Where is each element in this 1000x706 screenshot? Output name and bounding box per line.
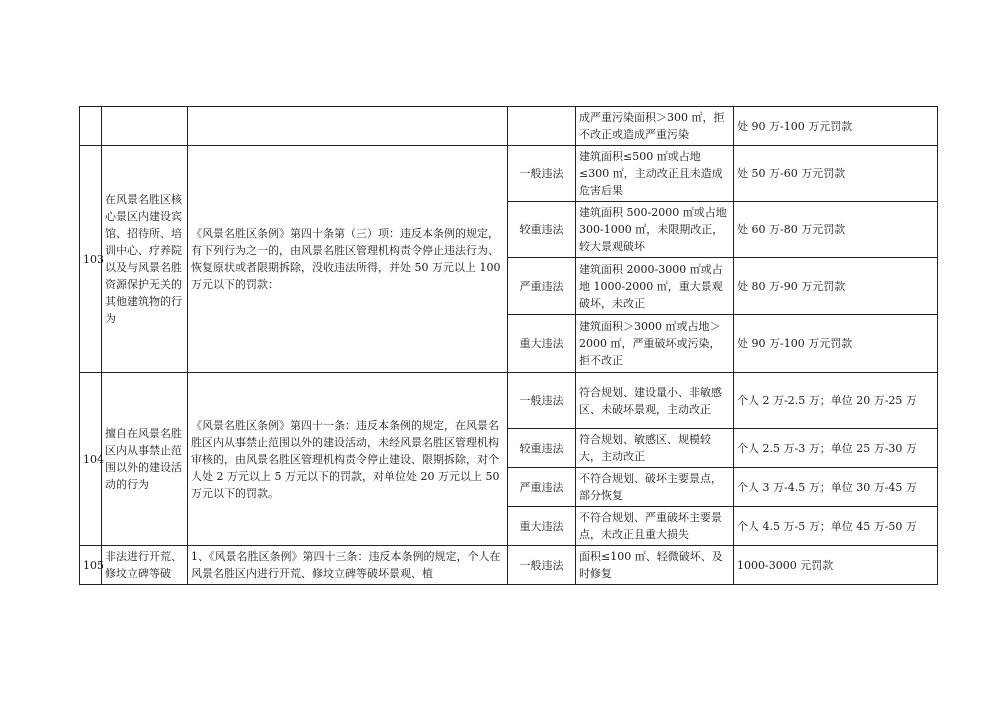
penalty-cell: 处 50 万-60 万元罚款 [734,146,938,202]
penalty-cell: 处 90 万-100 万元罚款 [734,315,938,373]
level-cell: 一般违法 [508,146,576,202]
penalty-cell: 个人 2.5 万-3 万；单位 25 万-30 万 [734,429,938,468]
level-cell: 严重违法 [508,468,576,507]
condition-cell: 成严重污染面积＞300 ㎡，拒不改正或造成严重污染 [576,107,734,146]
table-row [80,546,938,585]
condition-cell: 建筑面积 500-2000 ㎡或占地 300-1000 ㎡，未限期改正，较大景观破坏 [576,202,734,258]
behavior-cell: 非法进行开荒、修坟立碑等破 [102,546,188,585]
penalty-cell: 个人 4.5 万-5 万；单位 45 万-50 万 [734,507,938,546]
table-row-continued [80,107,938,146]
basis-cell [188,107,508,146]
table-row [80,373,938,429]
basis-cell: 1、《风景名胜区条例》第四十三条：违反本条例的规定，个人在风景名胜区内进行开荒、修坟立碑等破坏景观、植 [188,546,508,585]
condition-cell: 符合规划、建设量小、非敏感区、未破坏景观，主动改正 [576,373,734,429]
condition-cell: 面积≤100 ㎡、轻微破坏、及时修复 [576,546,734,585]
condition-cell: 建筑面积 2000-3000 ㎡或占地 1000-2000 ㎡，重大景观破坏，未改正 [576,258,734,315]
condition-cell: 不符合规划、严重破坏主要景点，未改正且重大损失 [576,507,734,546]
item-number-cell: 105 [80,546,102,585]
condition-cell: 不符合规划、破坏主要景点，部分恢复 [576,468,734,507]
item-number-cell: 103 [80,146,102,373]
penalty-standards-table [79,106,938,585]
condition-cell: 建筑面积≤500 ㎡或占地≤300 ㎡，主动改正且未造成危害后果 [576,146,734,202]
condition-cell: 建筑面积＞3000 ㎡或占地＞2000 ㎡，严重破坏或污染，拒不改正 [576,315,734,373]
level-cell: 较重违法 [508,429,576,468]
item-number-cell [80,107,102,146]
penalty-cell: 处 80 万-90 万元罚款 [734,258,938,315]
penalty-cell: 个人 2 万-2.5 万；单位 20 万-25 万 [734,373,938,429]
penalty-cell: 个人 3 万-4.5 万；单位 30 万-45 万 [734,468,938,507]
level-cell: 重大违法 [508,507,576,546]
level-cell: 一般违法 [508,373,576,429]
item-number-cell: 104 [80,373,102,546]
penalty-cell: 1000-3000 元罚款 [734,546,938,585]
behavior-cell [102,107,188,146]
behavior-cell: 在风景名胜区核心景区内建设宾馆、招待所、培训中心、疗养院以及与风景名胜资源保护无关的其他建筑物的行为 [102,146,188,373]
penalty-cell: 处 60 万-80 万元罚款 [734,202,938,258]
basis-cell: 《风景名胜区条例》第四十一条：违反本条例的规定，在风景名胜区内从事禁止范围以外的建设活动，未经风景名胜区管理机构审核的，由风景名胜区管理机构责令停止建设、限期拆除，对个人处 2 万元以上 5 万元以下的罚款，对单位处 20 万元以上 50 万元以下的罚款。 [188,373,508,546]
level-cell: 严重违法 [508,258,576,315]
table-row [80,146,938,202]
level-cell [508,107,576,146]
level-cell: 一般违法 [508,546,576,585]
behavior-cell: 擅自在风景名胜区内从事禁止范围以外的建设活动的行为 [102,373,188,546]
level-cell: 重大违法 [508,315,576,373]
level-cell: 较重违法 [508,202,576,258]
penalty-cell: 处 90 万-100 万元罚款 [734,107,938,146]
basis-cell: 《风景名胜区条例》第四十条第（三）项：违反本条例的规定，有下列行为之一的，由风景名胜区管理机构责令停止违法行为、恢复原状或者限期拆除，没收违法所得，并处 50 万元以上 100 万元以下的罚款： [188,146,508,373]
condition-cell: 符合规划、敏感区、规模较大，主动改正 [576,429,734,468]
